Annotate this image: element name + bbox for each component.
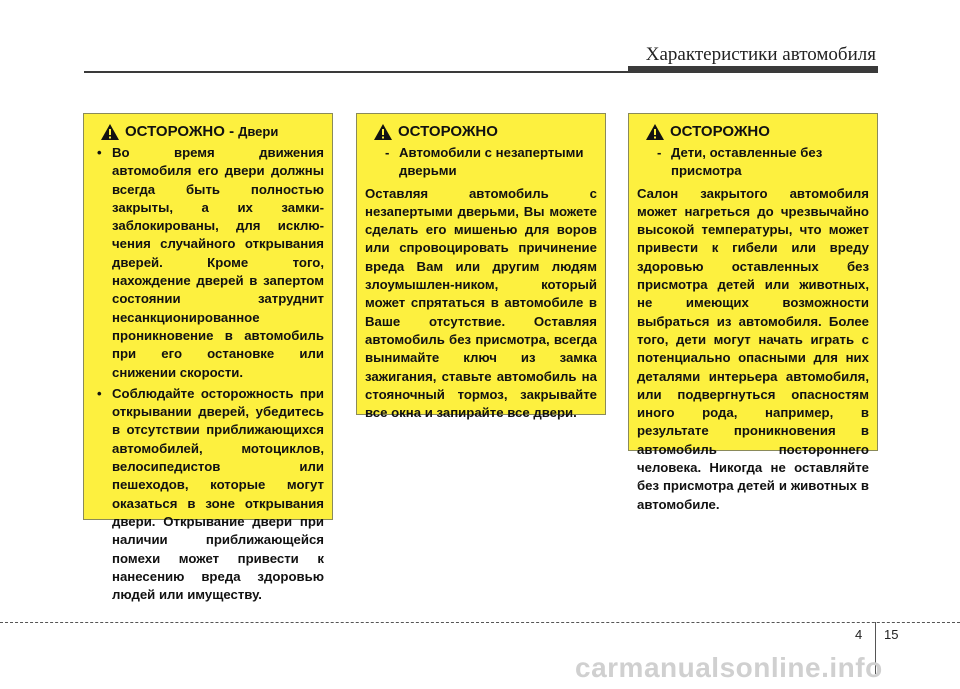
warning-title-suffix: Двери bbox=[238, 124, 279, 139]
warning-box-title bbox=[92, 122, 324, 142]
list-item: • Во время движения автомобиля его двери должны всегда быть полностью закрыты, а их замки-заблокированы, для исклю-чения случайного открывания дверей. Кроме того, нахождение дверей в запертом состоянии затруднит несанкционированное проникновение в автомобиль при его остановке или снижении скорости. bbox=[92, 144, 324, 382]
warning-triangle-icon bbox=[100, 123, 120, 141]
page-number: 15 bbox=[884, 627, 899, 642]
subtitle-dash: - bbox=[657, 145, 662, 160]
warning-title-text: ОСТОРОЖНО bbox=[670, 123, 770, 140]
list-item: • Соблюдайте осторожность при открывании дверей, убедитесь в отсутствии приближающихся автомобилей, мотоциклов, велосипедистов или пешеходов, которые могут оказаться в зоне открывания двери. Открывание двери при наличии приближающейся помехи может привести к нанесению вреда здоровью людей или имуществу. bbox=[92, 385, 324, 605]
chapter-number: 4 bbox=[855, 627, 863, 642]
warning-text: Оставляя автомобиль с незапертыми дверьми, Вы можете сделать его мишенью для воров или спровоцировать причинение вреда Вам или другим людям злоумышлен-ником, который может спрятаться в автомобиле в Ваше отсутствие. Оставляя автомобиль без присмотра, всегда вынимайте ключ из замка зажигания, ставьте автомобиль на стояночный тормоз, закрывайте все окна и запирайте все двери. bbox=[365, 185, 597, 421]
footer-rule bbox=[0, 622, 960, 623]
warning-text: Салон закрытого автомобиля может нагреться до чрезвычайно высокой температуры, что может привести к гибели или вреду здоровью оставленных без присмотра детей или животных, не имеющих возможности выбраться из автомобиля. Более того, дети могут начать играть с потенциально опасными для них деталями интерьера автомобиля, или подвергнуться опасностям иного рода, например, в результате проникновения в автомобиль постороннего человека. Никогда не оставляйте без присмотра детей и животных в автомобиле. bbox=[637, 185, 869, 512]
warning-box-children bbox=[628, 113, 878, 512]
warning-title-text: ОСТОРОЖНО bbox=[398, 123, 498, 140]
warning-box-doors bbox=[83, 113, 333, 603]
warning-title-text: ОСТОРОЖНО - bbox=[125, 123, 235, 140]
watermark: carmanualsonline.info bbox=[575, 652, 883, 683]
warning-box-title bbox=[637, 122, 869, 142]
subtitle-dash: - bbox=[385, 145, 390, 160]
warning-box-unlocked bbox=[356, 113, 606, 421]
warning-bullet-list bbox=[92, 144, 324, 604]
warning-subtitle bbox=[637, 144, 869, 181]
section-title: Характеристики автомобиля bbox=[645, 44, 876, 65]
warning-triangle-icon bbox=[373, 123, 393, 141]
warning-subtitle-text: Дети, оставленные без присмотра bbox=[671, 145, 823, 179]
header-rule-accent bbox=[628, 66, 878, 73]
warning-subtitle-text: Автомобили с незапертыми дверьми bbox=[399, 145, 584, 179]
warning-box-title bbox=[365, 122, 597, 142]
warning-subtitle bbox=[365, 144, 597, 181]
warning-triangle-icon bbox=[645, 123, 665, 141]
